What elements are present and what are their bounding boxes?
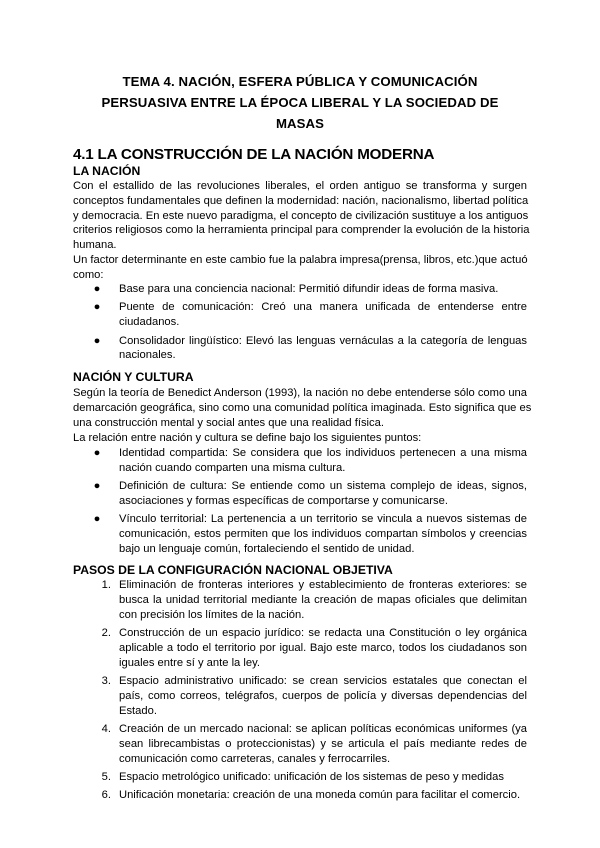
document-title bbox=[60, 71, 540, 134]
list-number: 3. bbox=[101, 674, 111, 687]
list-item bbox=[73, 479, 527, 509]
list-item-text: Unificación monetaria: creación de una moneda común para facilitar el comercio. bbox=[119, 789, 521, 802]
paragraph-relacion bbox=[73, 431, 527, 446]
bullet-icon: ● bbox=[93, 334, 101, 347]
bullet-icon: ● bbox=[93, 480, 101, 493]
list-number: 2. bbox=[101, 626, 111, 639]
list-item bbox=[73, 282, 527, 297]
document-title-line: PERSUASIVA ENTRE LA ÉPOCA LIBERAL Y LA SOCIEDAD DE bbox=[101, 95, 499, 110]
paragraph-anderson bbox=[73, 386, 532, 430]
paragraph-line: humana. bbox=[73, 239, 117, 252]
list-item bbox=[73, 300, 527, 330]
bullet-icon: ● bbox=[93, 301, 101, 314]
list-item-text: Creación de un mercado nacional: se aplican políticas económicas uniformes (ya sean librecambistas o proteccionistas) y se articula el país mediante redes de comunicación como carreteras, canales y ferrocarriles. bbox=[119, 722, 527, 765]
bullet-list-cultura bbox=[73, 446, 527, 560]
list-number: 5. bbox=[101, 770, 111, 783]
paragraph-line: Con el estallido de las revoluciones liberales, el orden antiguo se transforma y surgen bbox=[73, 180, 527, 192]
subsection-heading-cultura: NACIÓN Y CULTURA bbox=[73, 370, 194, 384]
paragraph-line: La relación entre nación y cultura se define bajo los siguientes puntos: bbox=[73, 432, 422, 444]
list-item bbox=[73, 512, 527, 556]
list-item-text: Consolidador lingüístico: Elevó las lenguas vernáculas a la categoría de lenguas nacionales. bbox=[119, 334, 527, 362]
list-item bbox=[73, 788, 527, 803]
list-item bbox=[73, 722, 527, 766]
paragraph-line: demarcación geográfica, sino como una comunidad política imaginada. Esto significa que es bbox=[73, 401, 532, 414]
list-item bbox=[73, 770, 527, 785]
paragraph-line: como: bbox=[73, 268, 104, 281]
list-number: 4. bbox=[101, 722, 111, 735]
list-item bbox=[73, 446, 527, 476]
bullet-icon: ● bbox=[93, 447, 101, 459]
list-item bbox=[73, 626, 527, 670]
paragraph-line: conceptos fundamentales que definen la modernidad: nación, nacionalismo, libertad política bbox=[73, 194, 529, 207]
document-title-line: TEMA 4. NACIÓN, ESFERA PÚBLICA Y COMUNICACIÓN bbox=[122, 74, 478, 89]
list-item-text: Base para una conciencia nacional: Permitió difundir ideas de forma masiva. bbox=[119, 283, 499, 295]
paragraph-line: Un factor determinante en este cambio fue la palabra impresa(prensa, libros, etc.)que actuó bbox=[73, 254, 528, 266]
list-item bbox=[73, 578, 527, 622]
numbered-list-pasos bbox=[73, 578, 527, 807]
list-number: 6. bbox=[101, 789, 111, 802]
document-title-line: MASAS bbox=[275, 116, 325, 131]
list-item-text: Espacio administrativo unificado: se crean servicios estatales que conectan el país, como correos, telégrafos, cuerpos de policía y diversas dependencias del Estado. bbox=[119, 674, 527, 717]
paragraph-line: una construcción mental y social antes que una realidad física. bbox=[73, 416, 384, 429]
list-item-text: Definición de cultura: Se entiende como un sistema complejo de ideas, signos, asociaciones y formas específicas de comportarse y comunicarse. bbox=[119, 480, 527, 507]
paragraph-palabra-impresa bbox=[73, 253, 527, 283]
list-item bbox=[73, 334, 527, 364]
bullet-icon: ● bbox=[93, 513, 101, 526]
paragraph-line: criterios religiosos como la herramienta principal para comprender la evolución de la historia bbox=[73, 224, 530, 237]
subsection-heading-pasos: PASOS DE LA CONFIGURACIÓN NACIONAL OBJETIVA bbox=[73, 563, 393, 577]
bullet-icon: ● bbox=[93, 283, 101, 295]
paragraph-line: y democracia. En este nuevo paradigma, el concepto de civilización sustituye a los antiguos bbox=[73, 209, 529, 222]
list-item-text: Puente de comunicación: Creó una manera unificada de entenderse entre ciudadanos. bbox=[119, 301, 527, 329]
list-item-text: Vínculo territorial: La pertenencia a un territorio se vincula a nuevos sistemas de comunicación, estos permiten que los individuos compartan símbolos y creencias bajo un lenguaje común, fortaleciendo el sentido de unidad. bbox=[119, 513, 527, 555]
paragraph-nacion-intro bbox=[73, 179, 530, 253]
list-item bbox=[73, 674, 527, 718]
list-item-text: Eliminación de fronteras interiores y establecimiento de fronteras exteriores: se busca la unidad territorial mediante la creación de mapas oficiales que delimitan con precisión los límites de la nación. bbox=[119, 579, 527, 621]
list-item-text: Espacio metrológico unificado: unificación de los sistemas de peso y medidas bbox=[119, 770, 504, 783]
list-number: 1. bbox=[101, 579, 111, 591]
list-item-text: Construcción de un espacio jurídico: se redacta una Constitución o ley orgánica aplicable a todo el territorio por igual. Bajo este marco, todos los ciudadanos son iguales entre sí y ante la ley. bbox=[119, 626, 527, 669]
subsection-heading-nacion: LA NACIÓN bbox=[73, 164, 141, 178]
paragraph-line: Según la teoría de Benedict Anderson (1993), la nación no debe entenderse sólo como una bbox=[73, 387, 527, 399]
list-item-text: Identidad compartida: Se considera que los individuos pertenecen a una misma nación cuando comparten una misma cultura. bbox=[119, 447, 527, 474]
bullet-list-nacion bbox=[73, 282, 527, 367]
section-heading: 4.1 LA CONSTRUCCIÓN DE LA NACIÓN MODERNA bbox=[73, 146, 435, 163]
